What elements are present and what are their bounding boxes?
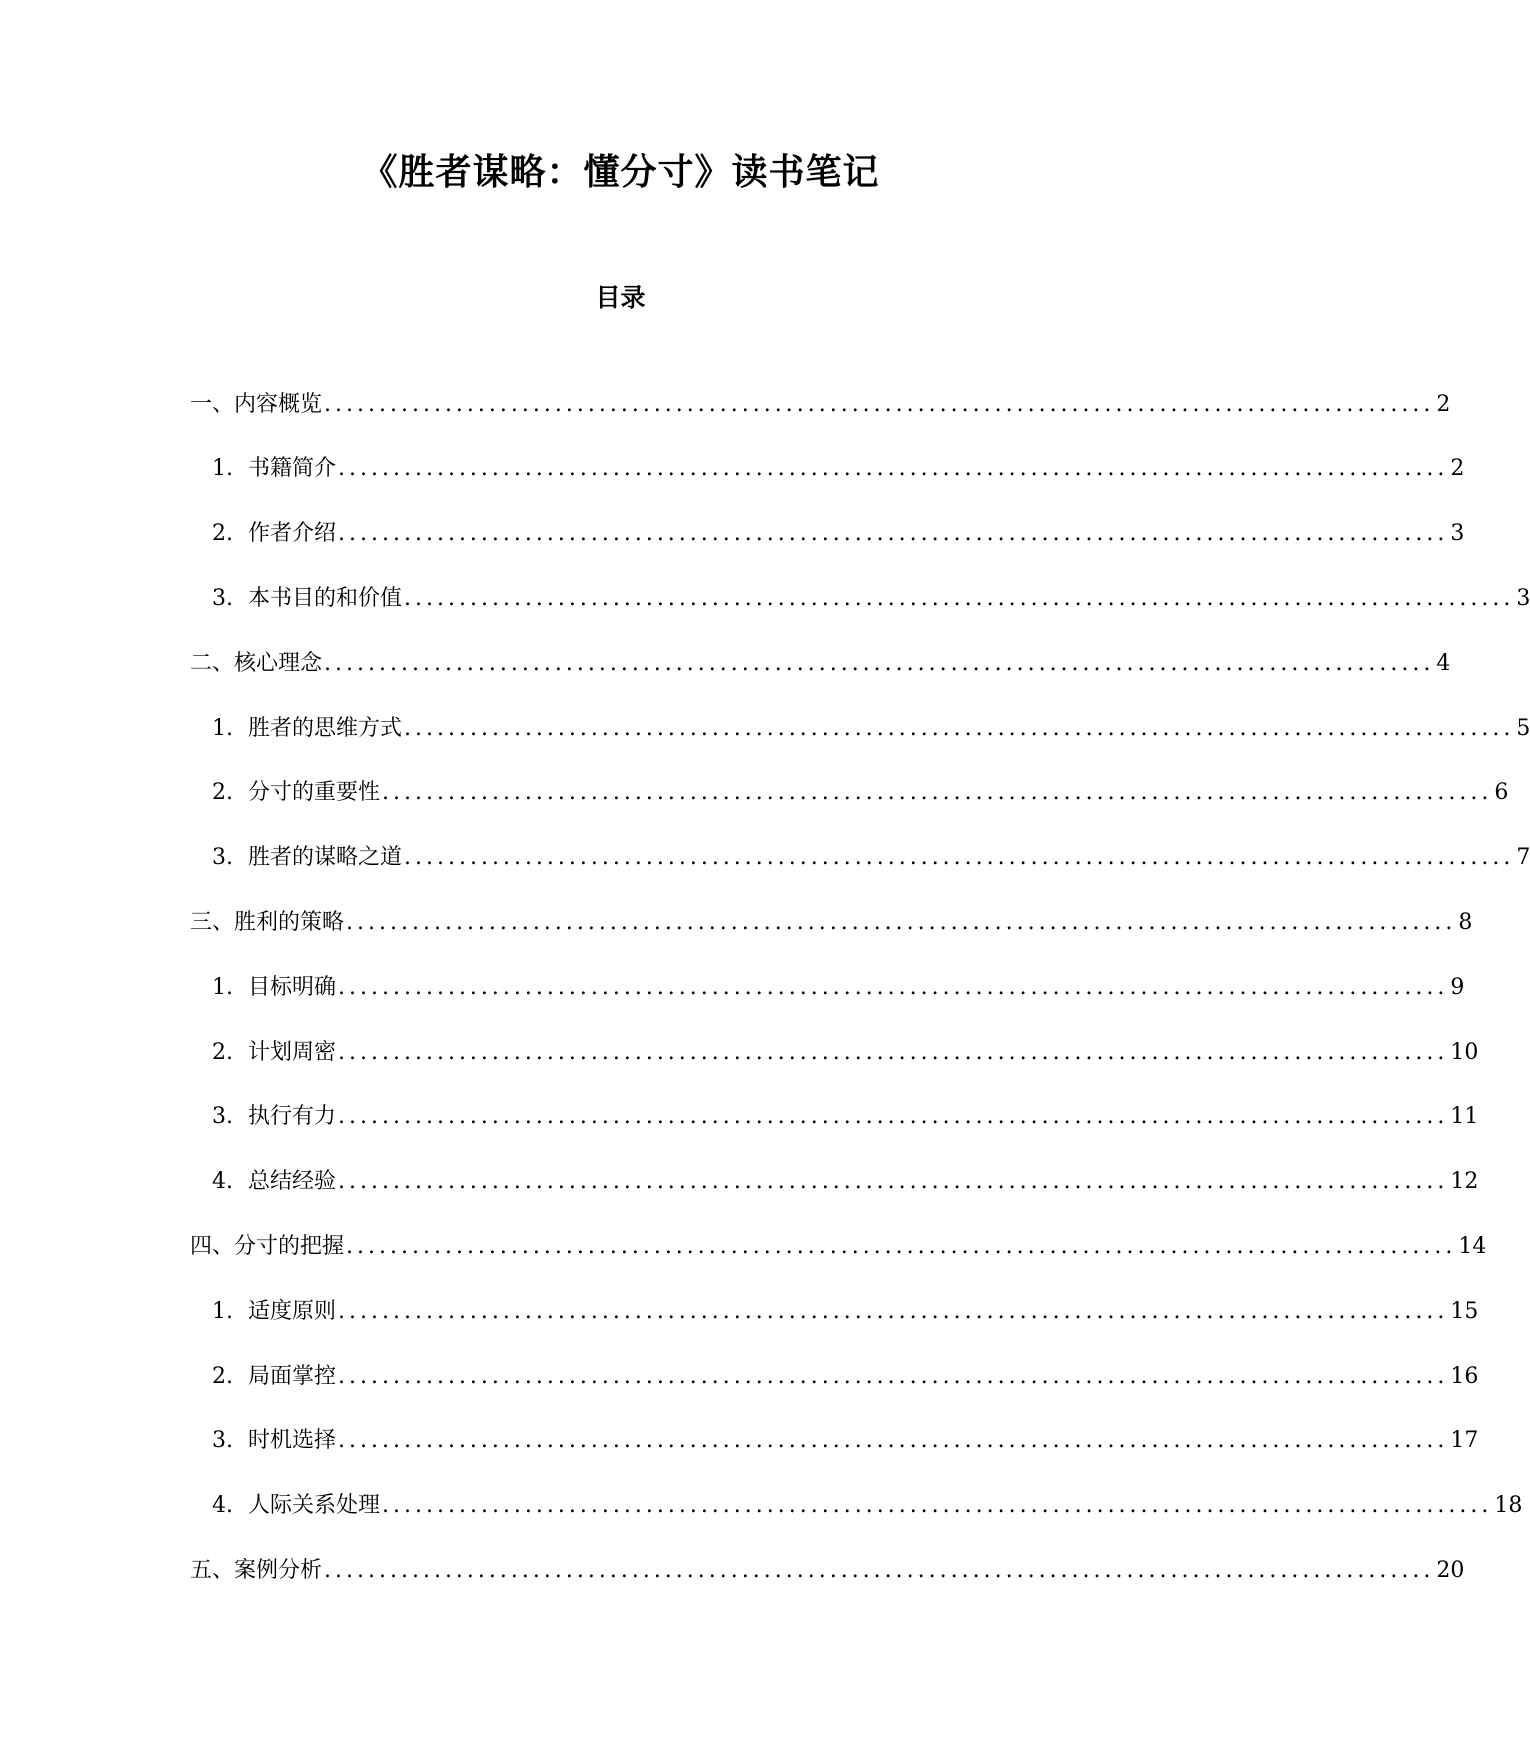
toc-entry[interactable] [212, 1161, 1479, 1197]
toc-dot-leader: ..................................................................................................... [346, 910, 1457, 935]
toc-entry-number: 3. [212, 845, 233, 870]
toc-entry[interactable] [212, 448, 1465, 484]
toc-dot-leader: ..................................................................................................... [338, 1428, 1449, 1453]
toc-entry-label: 作者介绍 [248, 521, 337, 546]
toc-entry-label: 胜者的谋略之道 [248, 845, 403, 870]
toc-entry[interactable] [212, 967, 1465, 1003]
document-title: 《胜者谋略：懂分寸》读书笔记 [361, 151, 880, 193]
toc-entry[interactable] [212, 1420, 1479, 1456]
toc-entry-label: 三、胜利的策略 [190, 910, 345, 935]
toc-entry-page: 3 [1516, 586, 1530, 611]
toc-entry-label: 胜者的思维方式 [248, 716, 403, 741]
toc-dot-leader: ..................................................................................................... [338, 1169, 1449, 1194]
toc-dot-leader: ..................................................................................................... [382, 1493, 1493, 1518]
toc-dot-leader: ..................................................................................................... [338, 1040, 1449, 1065]
toc-entry-label: 计划周密 [248, 1040, 337, 1065]
toc-dot-leader: ..................................................................................................... [382, 780, 1493, 805]
toc-entry-label: 总结经验 [248, 1169, 337, 1194]
toc-entry-number: 3. [212, 1104, 233, 1129]
toc-entry-page: 7 [1516, 845, 1530, 870]
toc-entry-label: 二、核心理念 [190, 651, 323, 676]
toc-entry-number: 1. [212, 456, 233, 481]
toc-entry-page: 11 [1450, 1104, 1479, 1129]
toc-dot-leader: ..................................................................................................... [346, 1234, 1457, 1259]
toc-entry-label: 适度原则 [248, 1299, 337, 1324]
toc-entry[interactable] [190, 384, 1451, 420]
toc-entry-number: 1. [212, 716, 233, 741]
toc-entry-label: 局面掌控 [248, 1364, 337, 1389]
toc-entry-label: 执行有力 [248, 1104, 337, 1129]
toc-entry-number: 3. [212, 1428, 233, 1453]
toc-entry-label: 四、分寸的把握 [190, 1234, 345, 1259]
toc-entry[interactable] [212, 1096, 1479, 1132]
toc-entry[interactable] [212, 837, 1530, 873]
toc-entry-label: 五、案例分析 [190, 1558, 323, 1583]
toc-entry-label: 人际关系处理 [248, 1493, 381, 1518]
toc-entry[interactable] [190, 1550, 1465, 1586]
toc-entry-label: 时机选择 [248, 1428, 337, 1453]
toc-entry-number: 3. [212, 586, 233, 611]
toc-entry-page: 9 [1450, 975, 1465, 1000]
toc-entry-label: 目标明确 [248, 975, 337, 1000]
toc-entry-page: 17 [1450, 1428, 1479, 1453]
toc-entry[interactable] [190, 1226, 1487, 1262]
toc-entry[interactable] [190, 643, 1451, 679]
toc-entry[interactable] [212, 1291, 1479, 1327]
toc-entry-number: 2. [212, 521, 233, 546]
toc-dot-leader: ..................................................................................................... [338, 456, 1449, 481]
toc-entry-label: 一、内容概览 [190, 392, 323, 417]
toc-dot-leader: ..................................................................................................... [404, 845, 1515, 870]
toc-entry[interactable] [212, 578, 1530, 614]
toc-entry-page: 20 [1436, 1558, 1465, 1583]
toc-entry[interactable] [212, 1032, 1479, 1068]
toc-entry[interactable] [190, 902, 1473, 938]
toc-entry-page: 18 [1494, 1493, 1523, 1518]
toc-entry-page: 2 [1450, 456, 1465, 481]
toc-entry[interactable] [212, 1356, 1479, 1392]
toc-dot-leader: ..................................................................................................... [404, 586, 1515, 611]
toc-entry-page: 2 [1436, 392, 1451, 417]
toc-entry-number: 4. [212, 1493, 233, 1518]
toc-entry-page: 10 [1450, 1040, 1479, 1065]
toc-entry-label: 本书目的和价值 [248, 586, 403, 611]
toc-dot-leader: ..................................................................................................... [324, 1558, 1435, 1583]
toc-entry-page: 12 [1450, 1169, 1479, 1194]
toc-entry-number: 1. [212, 1299, 233, 1324]
toc-dot-leader: ..................................................................................................... [324, 392, 1435, 417]
toc-dot-leader: ..................................................................................................... [338, 1299, 1449, 1324]
toc-entry-number: 2. [212, 1040, 233, 1065]
toc-heading: 目录 [595, 283, 646, 312]
toc-dot-leader: ..................................................................................................... [324, 651, 1435, 676]
toc-dot-leader: ..................................................................................................... [404, 716, 1515, 741]
toc-entry[interactable] [212, 1485, 1523, 1521]
toc-entry-page: 8 [1458, 910, 1473, 935]
toc-dot-leader: ..................................................................................................... [338, 975, 1449, 1000]
toc-dot-leader: ..................................................................................................... [338, 521, 1449, 546]
toc-entry-page: 16 [1450, 1364, 1479, 1389]
toc-entry-page: 6 [1494, 780, 1509, 805]
toc-entry[interactable] [212, 708, 1530, 744]
toc-entry-number: 4. [212, 1169, 233, 1194]
toc-entry[interactable] [212, 513, 1465, 549]
toc-entry-page: 5 [1516, 716, 1530, 741]
toc-entry-label: 分寸的重要性 [248, 780, 381, 805]
toc-entry-number: 1. [212, 975, 233, 1000]
toc-dot-leader: ..................................................................................................... [338, 1104, 1449, 1129]
toc-entry-page: 3 [1450, 521, 1465, 546]
toc-entry-number: 2. [212, 780, 233, 805]
toc-entry-number: 2. [212, 1364, 233, 1389]
toc-entry-page: 14 [1458, 1234, 1487, 1259]
toc-dot-leader: ..................................................................................................... [338, 1364, 1449, 1389]
toc-entry-label: 书籍简介 [248, 456, 337, 481]
toc-entry[interactable] [212, 772, 1509, 808]
toc-entry-page: 15 [1450, 1299, 1479, 1324]
toc-entry-page: 4 [1436, 651, 1451, 676]
